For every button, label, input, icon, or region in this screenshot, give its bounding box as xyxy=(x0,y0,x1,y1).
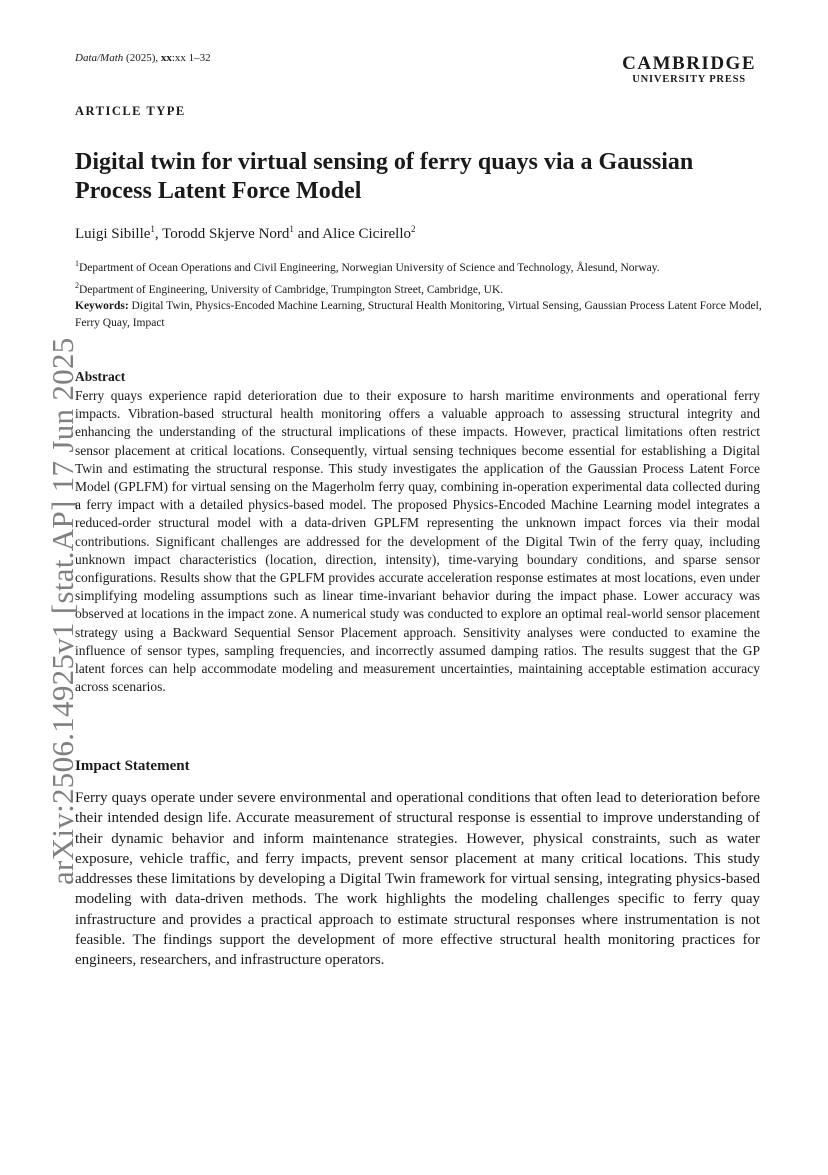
affiliation-mark: 1 xyxy=(75,259,79,268)
publisher-logo-line2: UNIVERSITY PRESS xyxy=(632,74,746,85)
publisher-logo xyxy=(622,54,756,86)
author-name: Torodd Skjerve Nord xyxy=(162,226,290,242)
keywords-text: Digital Twin, Physics-Encoded Machine Learning, Structural Health Monitoring, Virtual Sensing, Gaussian Process Latent Force Model, Ferry Quay, Impact xyxy=(75,300,762,329)
affiliations xyxy=(75,255,765,299)
journal-volume: xx xyxy=(160,52,172,64)
impact-statement-text: Ferry quays operate under severe environmental and operational conditions that often lead to deterioration before their intended design life. Accurate measurement of structural response is essential to improve understanding of their dynamic behavior and inform maintenance strategies. However, physical constraints, such as water exposure, vehicle traffic, and ferry impacts, prevent sensor placement at many critical locations. This study addresses these limitations by developing a Digital Twin framework for virtual sensing, integrating physics-based modeling with data-driven methods. The work highlights the modeling challenges specific to ferry quay infrastructure and provides a practical approach to estimate structural responses where instrumentation is not feasible. The findings support the development of more effective structural health monitoring practices for engineers, researchers, and infrastructure operators. xyxy=(75,790,760,969)
publisher-logo-line1: CAMBRIDGE xyxy=(622,53,756,74)
paper-title: Digital twin for virtual sensing of ferry quays via a Gaussian Process Latent Force Model xyxy=(75,149,694,204)
author-affiliation-mark: 1 xyxy=(289,224,294,234)
author-affiliation-mark: 2 xyxy=(410,224,416,234)
author-separator: and xyxy=(293,226,323,242)
affiliation-mark: 2 xyxy=(75,280,79,290)
author-name: Luigi Sibille xyxy=(75,226,151,242)
journal-name: Data/Math xyxy=(75,52,124,64)
impact-statement-heading: Impact Statement xyxy=(75,758,190,774)
keywords xyxy=(75,298,765,331)
affiliation-text: Department of Ocean Operations and Civil Engineering, Norwegian University of Science and Technology, Ålesund, Norway. xyxy=(79,261,660,274)
abstract-text: Ferry quays experience rapid deterioration due to their exposure to harsh maritime environments and operational ferry impacts. Vibration-based structural health monitoring offers a valuable approach to assessing structural integrity and enhancing the understanding of the structural implications of these impacts. However, practical limitations often restrict sensor placement at critical locations. Consequently, virtual sensing techniques become essential for establishing a Digital Twin and estimating the structural response. This study investigates the application of the Gaussian Process Latent Force Model (GPLFM) for virtual sensing on the Magerholm ferry quay, combining in-operation experimental data collected during a ferry impact with a detailed physics-based model. The proposed Physics-Encoded Machine Learning model integrates a reduced-order structural model with a data-driven GPLFM representing the unknown impact forces via their modal contributions. Significant challenges are addressed for the development of the Digital Twin of the ferry quay, including unknown impact characteristics (location, direction, intensity), time-varying boundary conditions, and sparse sensor configurations. Results show that the GPLFM provides accurate acceleration response estimates at most locations, even under simplifying modeling assumptions such as linear time-invariant behavior during the impact phase. Lower accuracy was observed at locations in the impact zone. A numerical study was conducted to explore an optimal real-world sensor placement strategy using a Backward Sequential Sensor Placement approach. Sensitivity analyses were conducted to examine the influence of sensor types, sampling frequencies, and incorrectly assumed damping ratios. The results suggest that the GP latent forces can help accommodate modeling and measurement uncertainties, maintaining acceptable estimation accuracy across scenarios. xyxy=(75,388,760,695)
journal-citation xyxy=(75,52,211,64)
abstract-heading: Abstract xyxy=(75,369,126,384)
author-separator: , xyxy=(154,226,163,242)
journal-year: (2025), xyxy=(126,52,159,64)
journal-pages: :xx 1–32 xyxy=(171,52,211,64)
author-affiliation-mark: 1 xyxy=(150,224,155,234)
keywords-label: Keywords: xyxy=(75,300,129,312)
author-name: Alice Cicirello xyxy=(322,226,411,242)
affiliation xyxy=(75,255,765,277)
article-type: ARTICLE TYPE xyxy=(75,104,186,118)
arxiv-stamp: arXiv:2506.14925v1 [stat.AP] 17 Jun 2025 xyxy=(45,337,80,885)
affiliation xyxy=(75,277,765,299)
affiliation-text: Department of Engineering, University of Cambridge, Trumpington Street, Cambridge, UK. xyxy=(79,283,504,296)
author-list xyxy=(75,224,415,243)
